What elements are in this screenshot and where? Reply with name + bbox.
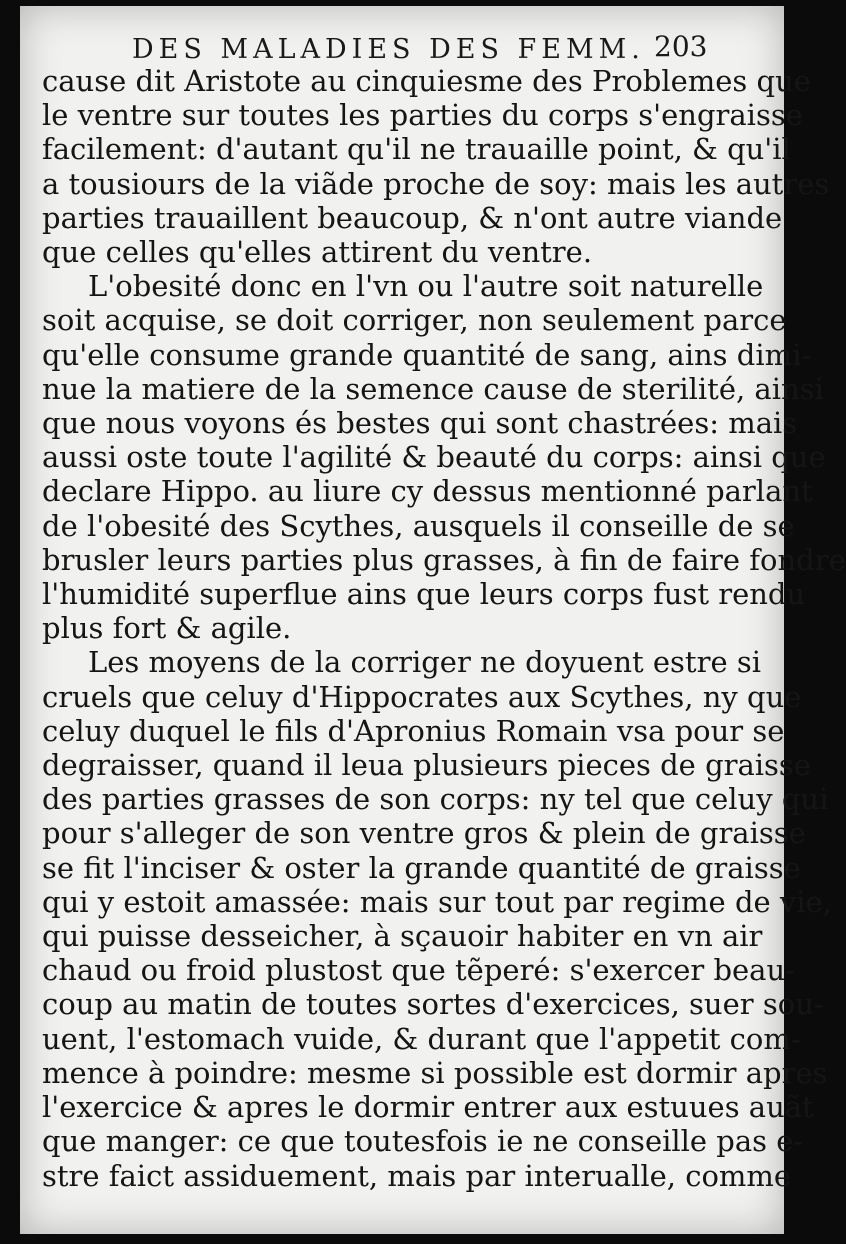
text-line: coup au matin de toutes sortes d'exercices, suer sou- [42, 987, 824, 1022]
text-line: cause dit Aristote au cinquiesme des Problemes que [42, 64, 811, 98]
book-page [20, 6, 846, 1234]
text-line: que nous voyons és bestes qui sont chastrées: mais [42, 406, 798, 441]
text-line: uent, l'estomach vuide, & durant que l'appetit com- [42, 1021, 801, 1056]
text-line: qui y estoit amassée: mais sur tout par regime de vie, [42, 884, 832, 919]
text-line: cruels que celuy d'Hippocrates aux Scythes, ny que [42, 679, 802, 714]
text-line: facilement: d'autant qu'il ne trauaille point, & qu'il [42, 132, 791, 167]
text-line: soit acquise, se doit corriger, non seulement parce [42, 303, 787, 338]
text-line: celuy duquel le fils d'Apronius Romain vsa pour se [42, 713, 785, 748]
text-line: l'humidité superflue ains que leurs corps fust rendu [42, 577, 806, 612]
text-line: a tousiours de la viãde proche de soy: mais les autres [42, 166, 830, 201]
text-line: se fit l'inciser & oster la grande quantité de graisse [42, 850, 801, 885]
text-line: que celles qu'elles attirent du ventre. [42, 235, 593, 270]
text-line: brusler leurs parties plus grasses, à fin de faire fondre [42, 542, 846, 577]
text-line: de l'obesité des Scythes, ausquels il conseille de se [42, 508, 795, 543]
text-line: plus fort & agile. [42, 611, 292, 646]
paragraph-start-line: Les moyens de la corriger ne doyuent estre si [88, 645, 761, 680]
paragraph-start-line: L'obesité donc en l'vn ou l'autre soit naturelle [88, 269, 764, 304]
text-line: l'exercice & apres le dormir entrer aux estuues auãt [42, 1090, 814, 1125]
page-number: 203 [654, 30, 708, 63]
text-line: aussi oste toute l'agilité & beauté du corps: ainsi que [42, 440, 826, 475]
text-line: mence à poindre: mesme si possible est dormir apres [42, 1055, 828, 1090]
text-line: des parties grasses de son corps: ny tel que celuy qui [42, 782, 829, 817]
running-head: DES MALADIES DES FEMM. [132, 34, 645, 65]
text-line: qu'elle consume grande quantité de sang, ains dimi- [42, 337, 812, 372]
text-line: degraisser, quand il leua plusieurs pieces de graisse [42, 748, 811, 783]
text-line: nue la matiere de la semence cause de sterilité, ainsi [42, 371, 824, 406]
text-line: stre faict assiduement, mais par interualle, comme [42, 1158, 792, 1193]
text-line: le ventre sur toutes les parties du corps s'engraisse [42, 98, 803, 133]
text-line: chaud ou froid plustost que tẽperé: s'exercer beau- [42, 953, 795, 988]
text-line: declare Hippo. au liure cy dessus mentionné parlant [42, 474, 813, 509]
body-text [42, 64, 846, 1193]
text-line: qui puisse desseicher, à sçauoir habiter en vn air [42, 919, 763, 954]
text-line: que manger: ce que toutesfois ie ne conseille pas e- [42, 1124, 804, 1159]
text-line: pour s'alleger de son ventre gros & plein de graisse [42, 816, 806, 851]
text-line: parties trauaillent beaucoup, & n'ont autre viande [42, 200, 783, 235]
